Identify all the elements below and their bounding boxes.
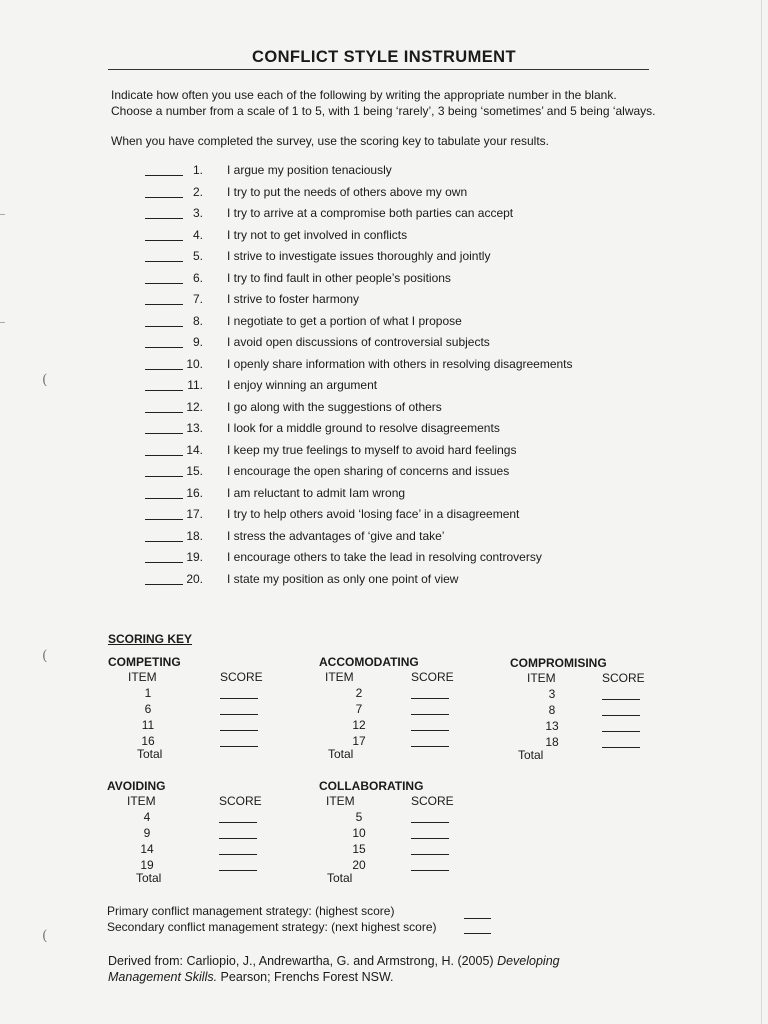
score-blank[interactable] [411, 822, 449, 823]
total-label: Total [327, 871, 353, 885]
item-number: 9 [143, 826, 151, 840]
question-row [0, 528, 768, 548]
item-column-header: ITEM [527, 671, 556, 685]
question-text: I enjoy winning an argument [227, 378, 378, 392]
item-number: 3 [548, 687, 556, 701]
question-row [0, 313, 768, 333]
question-row [0, 485, 768, 505]
question-number: 2. [192, 184, 203, 199]
question-row [0, 399, 768, 419]
question-row [0, 291, 768, 311]
citation-suffix: Pearson; Frenchs Forest NSW. [217, 970, 394, 984]
question-text: I stress the advantages of ‘give and take’ [227, 528, 445, 543]
item-number: 8 [548, 703, 556, 717]
question-text: I encourage others to take the lead in resolving controversy [227, 550, 542, 564]
question-row [0, 420, 768, 440]
score-blank[interactable] [411, 746, 449, 747]
item-number: 11 [141, 718, 155, 732]
question-number: 3. [192, 206, 203, 220]
question-text: I encourage the open sharing of concerns and issues [227, 464, 510, 478]
question-row [0, 248, 768, 268]
question-text: I am reluctant to admit Iam wrong [227, 485, 406, 500]
score-blank[interactable] [220, 730, 258, 731]
question-text: I try to help others avoid ‘losing face’ in a disagreement [227, 507, 520, 521]
question-row [0, 442, 768, 462]
question-text: I look for a middle ground to resolve disagreements [227, 421, 500, 435]
binder-hole-mark: ( [42, 372, 48, 388]
score-column-header: SCORE [219, 794, 262, 808]
category-title: COMPETING [108, 655, 181, 669]
score-column-header: SCORE [411, 794, 454, 808]
score-column-header: SCORE [411, 670, 454, 684]
item-number: 12 [352, 718, 366, 732]
score-blank[interactable] [411, 714, 449, 715]
item-number: 2 [355, 686, 363, 700]
question-number: 18. [186, 528, 203, 543]
question-number: 19. [186, 550, 203, 564]
question-text: I strive to foster harmony [227, 292, 360, 306]
score-blank[interactable] [411, 838, 449, 839]
total-label: Total [328, 747, 354, 761]
score-blank[interactable] [220, 746, 258, 747]
total-label: Total [137, 747, 163, 761]
question-number: 7. [192, 292, 203, 306]
question-number: 11. [187, 378, 203, 392]
intro-line: Indicate how often you use each of the following by writing the appropriate number in the blank. [111, 88, 617, 102]
score-blank[interactable] [411, 730, 449, 731]
question-number: 16. [186, 485, 203, 500]
title-underline [108, 69, 649, 70]
item-number: 19 [140, 858, 154, 872]
binder-hole-mark: ( [42, 648, 48, 664]
question-row [0, 571, 768, 591]
question-row [0, 270, 768, 290]
question-text: I avoid open discussions of controversial subjects [227, 335, 490, 349]
question-number: 20. [186, 571, 203, 586]
score-blank[interactable] [411, 870, 449, 871]
score-column-header: SCORE [220, 670, 263, 684]
item-column-header: ITEM [326, 794, 355, 808]
question-number: 4. [192, 227, 203, 242]
secondary-strategy-blank[interactable] [464, 933, 491, 934]
score-blank[interactable] [219, 838, 257, 839]
question-row [0, 184, 768, 204]
secondary-strategy-label: Secondary conflict management strategy: (next highest score) [107, 920, 437, 934]
citation-title: Developing Management Skills. [108, 954, 560, 984]
question-text: I try to arrive at a compromise both parties can accept [227, 206, 514, 220]
question-text: I openly share information with others in resolving disagreements [227, 356, 573, 371]
item-number: 5 [355, 810, 363, 824]
score-blank[interactable] [602, 715, 640, 716]
question-text: I try to find fault in other people’s positions [227, 270, 451, 285]
item-number: 4 [143, 810, 151, 824]
question-text: I negotiate to get a portion of what I propose [227, 313, 462, 328]
score-blank[interactable] [602, 731, 640, 732]
question-text: I strive to investigate issues thoroughly and jointly [227, 249, 491, 263]
question-row [0, 463, 768, 483]
item-number: 6 [144, 702, 152, 716]
score-blank[interactable] [220, 698, 258, 699]
item-number: 7 [355, 702, 363, 716]
question-row [0, 549, 768, 569]
score-column-header: SCORE [602, 671, 645, 685]
question-row [0, 506, 768, 526]
item-number: 20 [352, 858, 366, 872]
question-number: 13. [186, 421, 203, 435]
citation-prefix: Derived from: Carliopio, J., Andrewartha, G. and Armstrong, H. (2005) [108, 954, 498, 968]
score-blank[interactable] [411, 698, 449, 699]
item-column-header: ITEM [128, 670, 157, 684]
total-label: Total [518, 748, 544, 762]
question-number: 17. [186, 507, 203, 521]
question-number: 8. [192, 313, 203, 328]
score-blank[interactable] [602, 699, 640, 700]
question-number: 14. [186, 442, 203, 457]
question-number: 12. [186, 399, 203, 414]
scoring-key-heading: SCORING KEY [108, 632, 193, 646]
item-number: 13 [545, 719, 559, 733]
question-number: 15. [186, 464, 203, 478]
total-label: Total [136, 871, 162, 885]
binder-hole-mark: ( [42, 928, 48, 944]
question-row [0, 377, 768, 397]
question-row [0, 205, 768, 225]
question-text: I try not to get involved in conflicts [227, 227, 408, 242]
question-row [0, 334, 768, 354]
question-row [0, 162, 768, 182]
primary-strategy-blank[interactable] [464, 918, 491, 919]
score-blank[interactable] [411, 854, 449, 855]
category-title: AVOIDING [107, 779, 166, 793]
primary-strategy-label: Primary conflict management strategy: (highest score) [107, 904, 395, 918]
item-column-header: ITEM [325, 670, 354, 684]
intro-line: Choose a number from a scale of 1 to 5, with 1 being ‘rarely’, 3 being ‘sometimes’ and 5 being ‘always. [111, 103, 656, 118]
item-number: 1 [144, 686, 152, 700]
document-title: CONFLICT STYLE INSTRUMENT [252, 48, 516, 66]
category-title: COLLABORATING [319, 779, 424, 793]
question-text: I keep my true feelings to myself to avoid hard feelings [227, 442, 517, 457]
question-number: 10. [186, 356, 203, 371]
item-number: 10 [352, 826, 366, 840]
citation [108, 953, 628, 985]
question-number: 1. [192, 163, 203, 177]
question-number: 5. [192, 249, 203, 263]
category-title: COMPROMISING [510, 656, 607, 670]
score-blank[interactable] [220, 714, 258, 715]
score-blank[interactable] [219, 870, 257, 871]
item-number: 16 [141, 734, 155, 748]
question-row [0, 356, 768, 376]
score-blank[interactable] [219, 854, 257, 855]
question-text: I try to put the needs of others above my own [227, 184, 468, 199]
question-text: I go along with the suggestions of others [227, 399, 442, 414]
question-text: I argue my position tenaciously [227, 163, 392, 177]
instruction-text: When you have completed the survey, use the scoring key to tabulate your results. [111, 134, 550, 148]
item-number: 18 [545, 735, 559, 749]
category-title: ACCOMODATING [319, 655, 419, 669]
question-row [0, 227, 768, 247]
intro-paragraph [111, 88, 656, 119]
item-column-header: ITEM [127, 794, 156, 808]
item-number: 15 [352, 842, 366, 856]
question-number: 9. [192, 335, 203, 349]
score-blank[interactable] [219, 822, 257, 823]
item-number: 14 [140, 842, 154, 856]
question-number: 6. [192, 270, 203, 285]
item-number: 17 [352, 734, 366, 748]
question-text: I state my position as only one point of view [227, 571, 459, 586]
score-blank[interactable] [602, 747, 640, 748]
